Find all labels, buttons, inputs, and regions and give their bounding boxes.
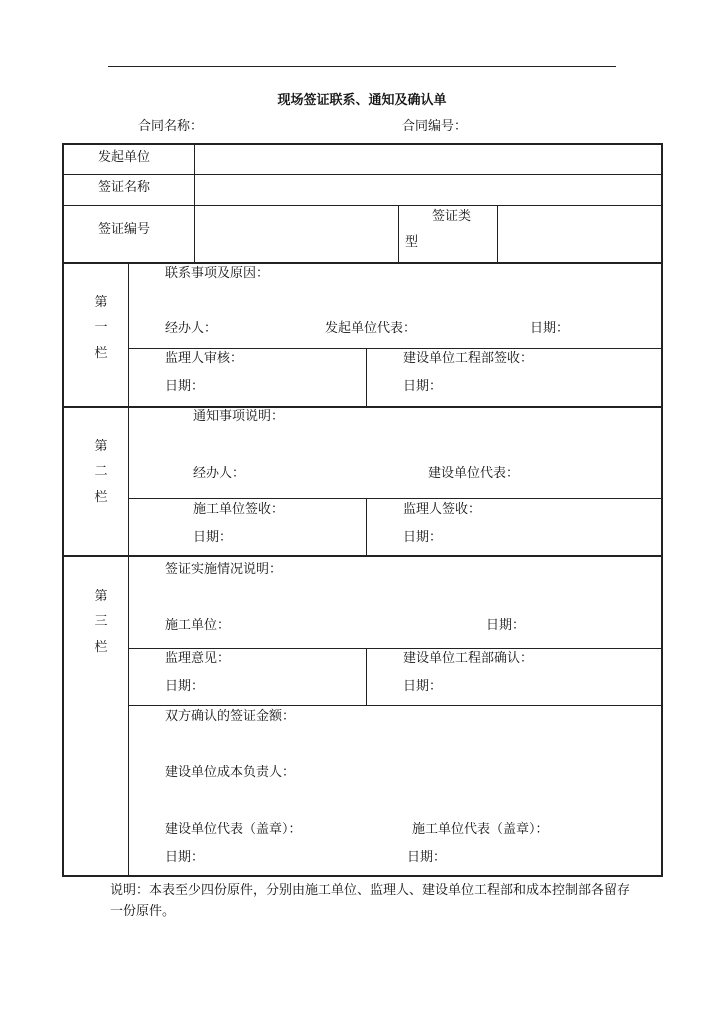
date-label: 日期： [165,679,205,694]
row-divider [128,648,661,649]
visa-type-left-divider [398,205,399,263]
supervisor-opinion-label: 监理意见： [165,651,231,666]
contractor-receipt-label: 施工单位签收： [193,502,285,517]
cost-manager-label: 建设单位成本负责人： [165,765,296,780]
date-label: 日期： [403,379,443,394]
initiator-rep-label: 发起单位代表： [325,321,417,336]
initiator-label: 发起单位 [98,150,151,165]
date-label: 日期： [530,321,570,336]
form-title: 现场签证联系、通知及确认单 [277,93,447,108]
owner-rep-seal-label: 建设单位代表（盖章）： [165,822,302,837]
row-divider [64,205,661,206]
footer-note: 说明：本表至少四份原件，分别由施工单位、监理人、建设单位工程部和成本控制部各留存一份原件。 [110,883,631,919]
date-label: 日期： [165,379,205,394]
section1-side-label: 第一栏 [94,295,108,361]
handler-label: 经办人： [193,466,246,481]
row-divider [128,705,661,706]
section-divider [64,262,661,264]
visa-name-label: 签证名称 [98,180,151,195]
contractor-rep-seal-label: 施工单位代表（盖章）： [412,822,549,837]
supervisor-review-label: 监理人审核： [165,351,244,366]
visa-type-label-cont: 型 [405,235,419,250]
notice-label: 通知事项说明： [193,409,285,424]
section2-side-divider [128,407,129,556]
matters-label: 联系事项及原因： [165,266,270,281]
visa-no-label: 签证编号 [98,222,151,237]
section2-side-label: 第二栏 [94,439,108,505]
contract-no-label: 合同编号： [402,119,468,134]
section1-side-divider [128,263,129,406]
confirmed-amount-label: 双方确认的签证金额： [165,709,296,724]
row-divider [64,174,661,175]
contractor-label: 施工单位： [165,618,231,633]
header-rule [108,66,616,67]
date-label: 日期： [403,530,443,545]
section3-side-divider [128,557,129,875]
date-label: 日期： [193,530,233,545]
visa-type-label: 签证类 [432,209,472,224]
col-divider [366,348,367,406]
visa-type-right-divider [497,205,498,263]
owner-eng-receipt-label: 建设单位工程部签收： [403,351,534,366]
date-label: 日期： [165,850,205,865]
date-label: 日期： [486,618,526,633]
implementation-label: 签证实施情况说明： [165,562,283,577]
col-divider [366,648,367,705]
contract-name-label: 合同名称： [138,119,204,134]
row-divider [128,498,661,499]
section-divider [64,406,661,408]
header-col-divider [194,145,195,263]
section3-side-label: 第三栏 [94,589,108,655]
date-label: 日期： [407,850,447,865]
row-divider [128,348,661,349]
form-table [62,143,663,877]
supervisor-receipt-label: 监理人签收： [403,502,482,517]
date-label: 日期： [403,679,443,694]
col-divider [366,498,367,556]
section-divider [64,555,661,557]
handler-label: 经办人： [165,321,218,336]
owner-eng-confirm-label: 建设单位工程部确认： [403,651,534,666]
owner-rep-label: 建设单位代表： [428,466,520,481]
